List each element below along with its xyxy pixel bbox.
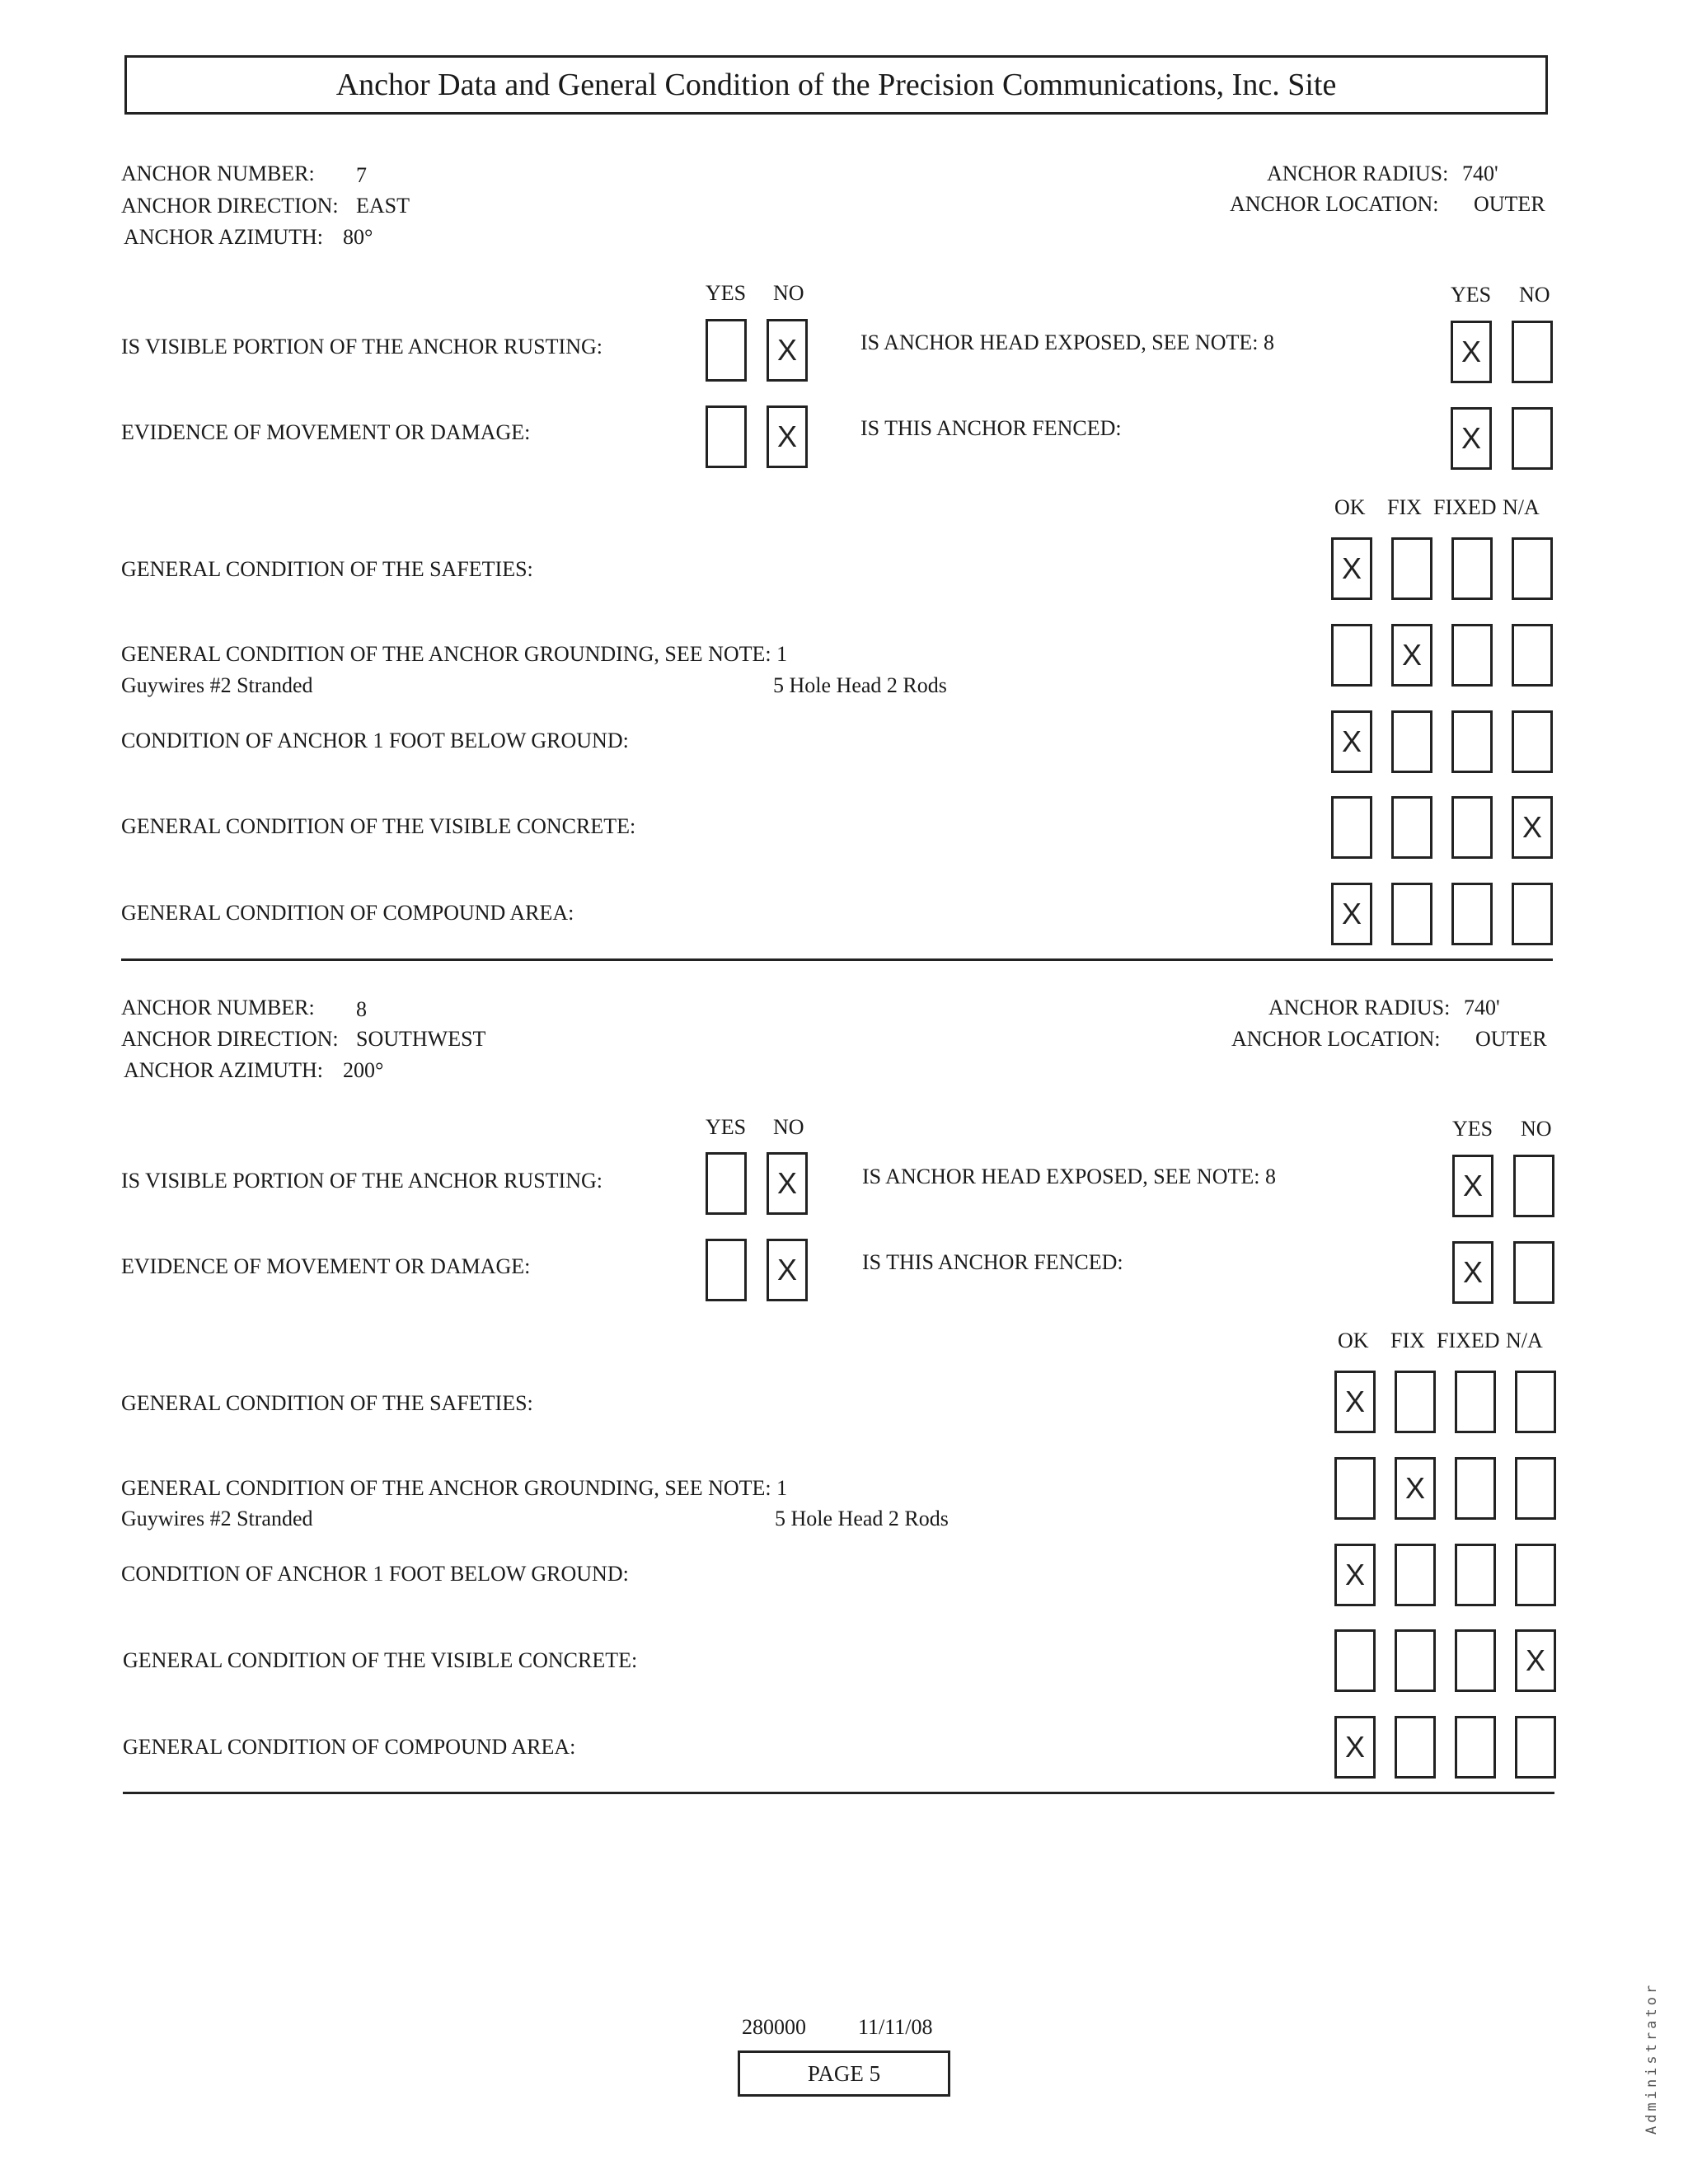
fixed-header: FIXED	[1433, 495, 1497, 519]
section-divider	[123, 1792, 1554, 1794]
compound-label: GENERAL CONDITION OF COMPOUND AREA:	[123, 1735, 576, 1759]
compound-na-checkbox[interactable]	[1512, 883, 1553, 945]
ok-header: OK	[1334, 495, 1366, 519]
anchor-azimuth-value: 200°	[343, 1058, 384, 1082]
grounding-na-checkbox[interactable]	[1515, 1457, 1556, 1520]
compound-fixed-checkbox[interactable]	[1451, 883, 1493, 945]
movement-question: EVIDENCE OF MOVEMENT OR DAMAGE:	[121, 420, 531, 444]
below-ground-fixed-checkbox[interactable]	[1451, 710, 1493, 773]
section-divider	[121, 958, 1553, 961]
grounding-fixed-checkbox[interactable]	[1455, 1457, 1496, 1520]
anchor-azimuth-label: ANCHOR AZIMUTH:	[124, 225, 323, 249]
head-exposed-yes-checkbox[interactable]: X	[1452, 1155, 1493, 1217]
anchor-number-label: ANCHOR NUMBER:	[121, 162, 315, 185]
safeties-ok-checkbox[interactable]: X	[1334, 1371, 1376, 1433]
anchor-direction-label: ANCHOR DIRECTION:	[121, 1027, 339, 1051]
fix-header: FIX	[1387, 495, 1422, 519]
anchor-location-value: OUTER	[1474, 192, 1545, 216]
fixed-header: FIXED	[1437, 1329, 1500, 1352]
compound-fix-checkbox[interactable]	[1391, 883, 1432, 945]
no-header: NO	[773, 281, 804, 305]
concrete-fixed-checkbox[interactable]	[1455, 1629, 1496, 1692]
below-ground-label: CONDITION OF ANCHOR 1 FOOT BELOW GROUND:	[121, 1562, 629, 1586]
rusting-question: IS VISIBLE PORTION OF THE ANCHOR RUSTING:	[121, 1169, 603, 1193]
safeties-fixed-checkbox[interactable]	[1451, 537, 1493, 600]
anchor-radius-label: ANCHOR RADIUS:	[1268, 996, 1451, 1019]
safeties-na-checkbox[interactable]	[1512, 537, 1553, 600]
safeties-ok-checkbox[interactable]: X	[1331, 537, 1372, 600]
anchor-location-label: ANCHOR LOCATION:	[1231, 1027, 1441, 1051]
safeties-fix-checkbox[interactable]	[1395, 1371, 1436, 1433]
movement-no-checkbox[interactable]: X	[767, 1239, 808, 1301]
anchor-radius-value: 740'	[1464, 996, 1500, 1019]
report-date: 11/11/08	[858, 2015, 933, 2039]
anchor-direction-value: EAST	[356, 194, 410, 218]
grounding-na-checkbox[interactable]	[1512, 624, 1553, 687]
anchor-number-value: 7	[356, 163, 367, 187]
grounding-label: GENERAL CONDITION OF THE ANCHOR GROUNDING, SEE NOTE: 1	[121, 1476, 788, 1500]
concrete-fix-checkbox[interactable]	[1395, 1629, 1436, 1692]
yes-header: YES	[706, 1115, 747, 1139]
anchor-radius-label: ANCHOR RADIUS:	[1267, 162, 1449, 185]
head-exposed-no-checkbox[interactable]	[1512, 321, 1553, 383]
grounding-fix-checkbox[interactable]: X	[1391, 624, 1432, 687]
fenced-question: IS THIS ANCHOR FENCED:	[860, 416, 1122, 440]
no-header: NO	[1521, 1117, 1552, 1141]
head-exposed-no-checkbox[interactable]	[1513, 1155, 1554, 1217]
grounding-ok-checkbox[interactable]	[1334, 1457, 1376, 1520]
guywires-note: Guywires #2 Stranded	[121, 1507, 313, 1530]
below-ground-na-checkbox[interactable]	[1515, 1544, 1556, 1606]
safeties-label: GENERAL CONDITION OF THE SAFETIES:	[121, 1391, 533, 1415]
concrete-label: GENERAL CONDITION OF THE VISIBLE CONCRETE:	[123, 1648, 638, 1672]
fenced-yes-checkbox[interactable]: X	[1451, 407, 1492, 470]
safeties-na-checkbox[interactable]	[1515, 1371, 1556, 1433]
no-header: NO	[773, 1115, 804, 1139]
anchor-azimuth-value: 80°	[343, 225, 373, 249]
below-ground-label: CONDITION OF ANCHOR 1 FOOT BELOW GROUND:	[121, 729, 629, 752]
concrete-na-checkbox[interactable]: X	[1515, 1629, 1556, 1692]
movement-yes-checkbox[interactable]	[706, 405, 747, 468]
head-exposed-question: IS ANCHOR HEAD EXPOSED, SEE NOTE: 8	[862, 1165, 1276, 1188]
compound-ok-checkbox[interactable]: X	[1331, 883, 1372, 945]
grounding-label: GENERAL CONDITION OF THE ANCHOR GROUNDING, SEE NOTE: 1	[121, 642, 788, 666]
grounding-fixed-checkbox[interactable]	[1451, 624, 1493, 687]
na-header: N/A	[1506, 1329, 1543, 1352]
head-exposed-question: IS ANCHOR HEAD EXPOSED, SEE NOTE: 8	[860, 330, 1274, 354]
below-ground-ok-checkbox[interactable]: X	[1334, 1544, 1376, 1606]
safeties-fix-checkbox[interactable]	[1391, 537, 1432, 600]
anchor-radius-value: 740'	[1462, 162, 1498, 185]
compound-ok-checkbox[interactable]: X	[1334, 1716, 1376, 1779]
job-number: 280000	[742, 2015, 806, 2039]
anchor-number-value: 8	[356, 997, 367, 1021]
yes-header: YES	[1452, 1117, 1493, 1141]
below-ground-fix-checkbox[interactable]	[1395, 1544, 1436, 1606]
rusting-yes-checkbox[interactable]	[706, 1152, 747, 1215]
yes-header: YES	[706, 281, 747, 305]
page-title: Anchor Data and General Condition of the Precision Communications, Inc. Site	[124, 55, 1548, 115]
below-ground-fix-checkbox[interactable]	[1391, 710, 1432, 773]
anchor-direction-value: SOUTHWEST	[356, 1027, 486, 1051]
page-number: PAGE 5	[738, 2050, 950, 2097]
rusting-yes-checkbox[interactable]	[706, 319, 747, 382]
anchor-location-label: ANCHOR LOCATION:	[1230, 192, 1439, 216]
yes-header: YES	[1451, 283, 1492, 307]
rusting-no-checkbox[interactable]: X	[767, 1152, 808, 1215]
concrete-fix-checkbox[interactable]	[1391, 796, 1432, 859]
movement-no-checkbox[interactable]: X	[767, 405, 808, 468]
head-exposed-yes-checkbox[interactable]: X	[1451, 321, 1492, 383]
concrete-ok-checkbox[interactable]	[1331, 796, 1372, 859]
grounding-ok-checkbox[interactable]	[1331, 624, 1372, 687]
fenced-question: IS THIS ANCHOR FENCED:	[862, 1250, 1123, 1274]
grounding-fix-checkbox[interactable]: X	[1395, 1457, 1436, 1520]
na-header: N/A	[1503, 495, 1540, 519]
rusting-question: IS VISIBLE PORTION OF THE ANCHOR RUSTING:	[121, 335, 603, 359]
anchor-location-value: OUTER	[1475, 1027, 1547, 1051]
fix-header: FIX	[1390, 1329, 1425, 1352]
fenced-no-checkbox[interactable]	[1513, 1241, 1554, 1304]
user-stamp: Administrator	[1643, 1981, 1660, 2135]
movement-question: EVIDENCE OF MOVEMENT OR DAMAGE:	[121, 1254, 531, 1278]
below-ground-ok-checkbox[interactable]: X	[1331, 710, 1372, 773]
anchor-number-label: ANCHOR NUMBER:	[121, 996, 315, 1019]
concrete-fixed-checkbox[interactable]	[1451, 796, 1493, 859]
hole-head-note: 5 Hole Head 2 Rods	[773, 673, 947, 697]
ok-header: OK	[1338, 1329, 1369, 1352]
hole-head-note: 5 Hole Head 2 Rods	[775, 1507, 949, 1530]
below-ground-na-checkbox[interactable]	[1512, 710, 1553, 773]
concrete-label: GENERAL CONDITION OF THE VISIBLE CONCRETE:	[121, 814, 636, 838]
no-header: NO	[1519, 283, 1550, 307]
concrete-na-checkbox[interactable]: X	[1512, 796, 1553, 859]
movement-yes-checkbox[interactable]	[706, 1239, 747, 1301]
anchor-azimuth-label: ANCHOR AZIMUTH:	[124, 1058, 323, 1082]
concrete-ok-checkbox[interactable]	[1334, 1629, 1376, 1692]
rusting-no-checkbox[interactable]: X	[767, 319, 808, 382]
compound-na-checkbox[interactable]	[1515, 1716, 1556, 1779]
fenced-no-checkbox[interactable]	[1512, 407, 1553, 470]
compound-label: GENERAL CONDITION OF COMPOUND AREA:	[121, 901, 574, 925]
fenced-yes-checkbox[interactable]: X	[1452, 1241, 1493, 1304]
safeties-label: GENERAL CONDITION OF THE SAFETIES:	[121, 557, 533, 581]
anchor-direction-label: ANCHOR DIRECTION:	[121, 194, 339, 218]
compound-fixed-checkbox[interactable]	[1455, 1716, 1496, 1779]
below-ground-fixed-checkbox[interactable]	[1455, 1544, 1496, 1606]
guywires-note: Guywires #2 Stranded	[121, 673, 313, 697]
safeties-fixed-checkbox[interactable]	[1455, 1371, 1496, 1433]
compound-fix-checkbox[interactable]	[1395, 1716, 1436, 1779]
